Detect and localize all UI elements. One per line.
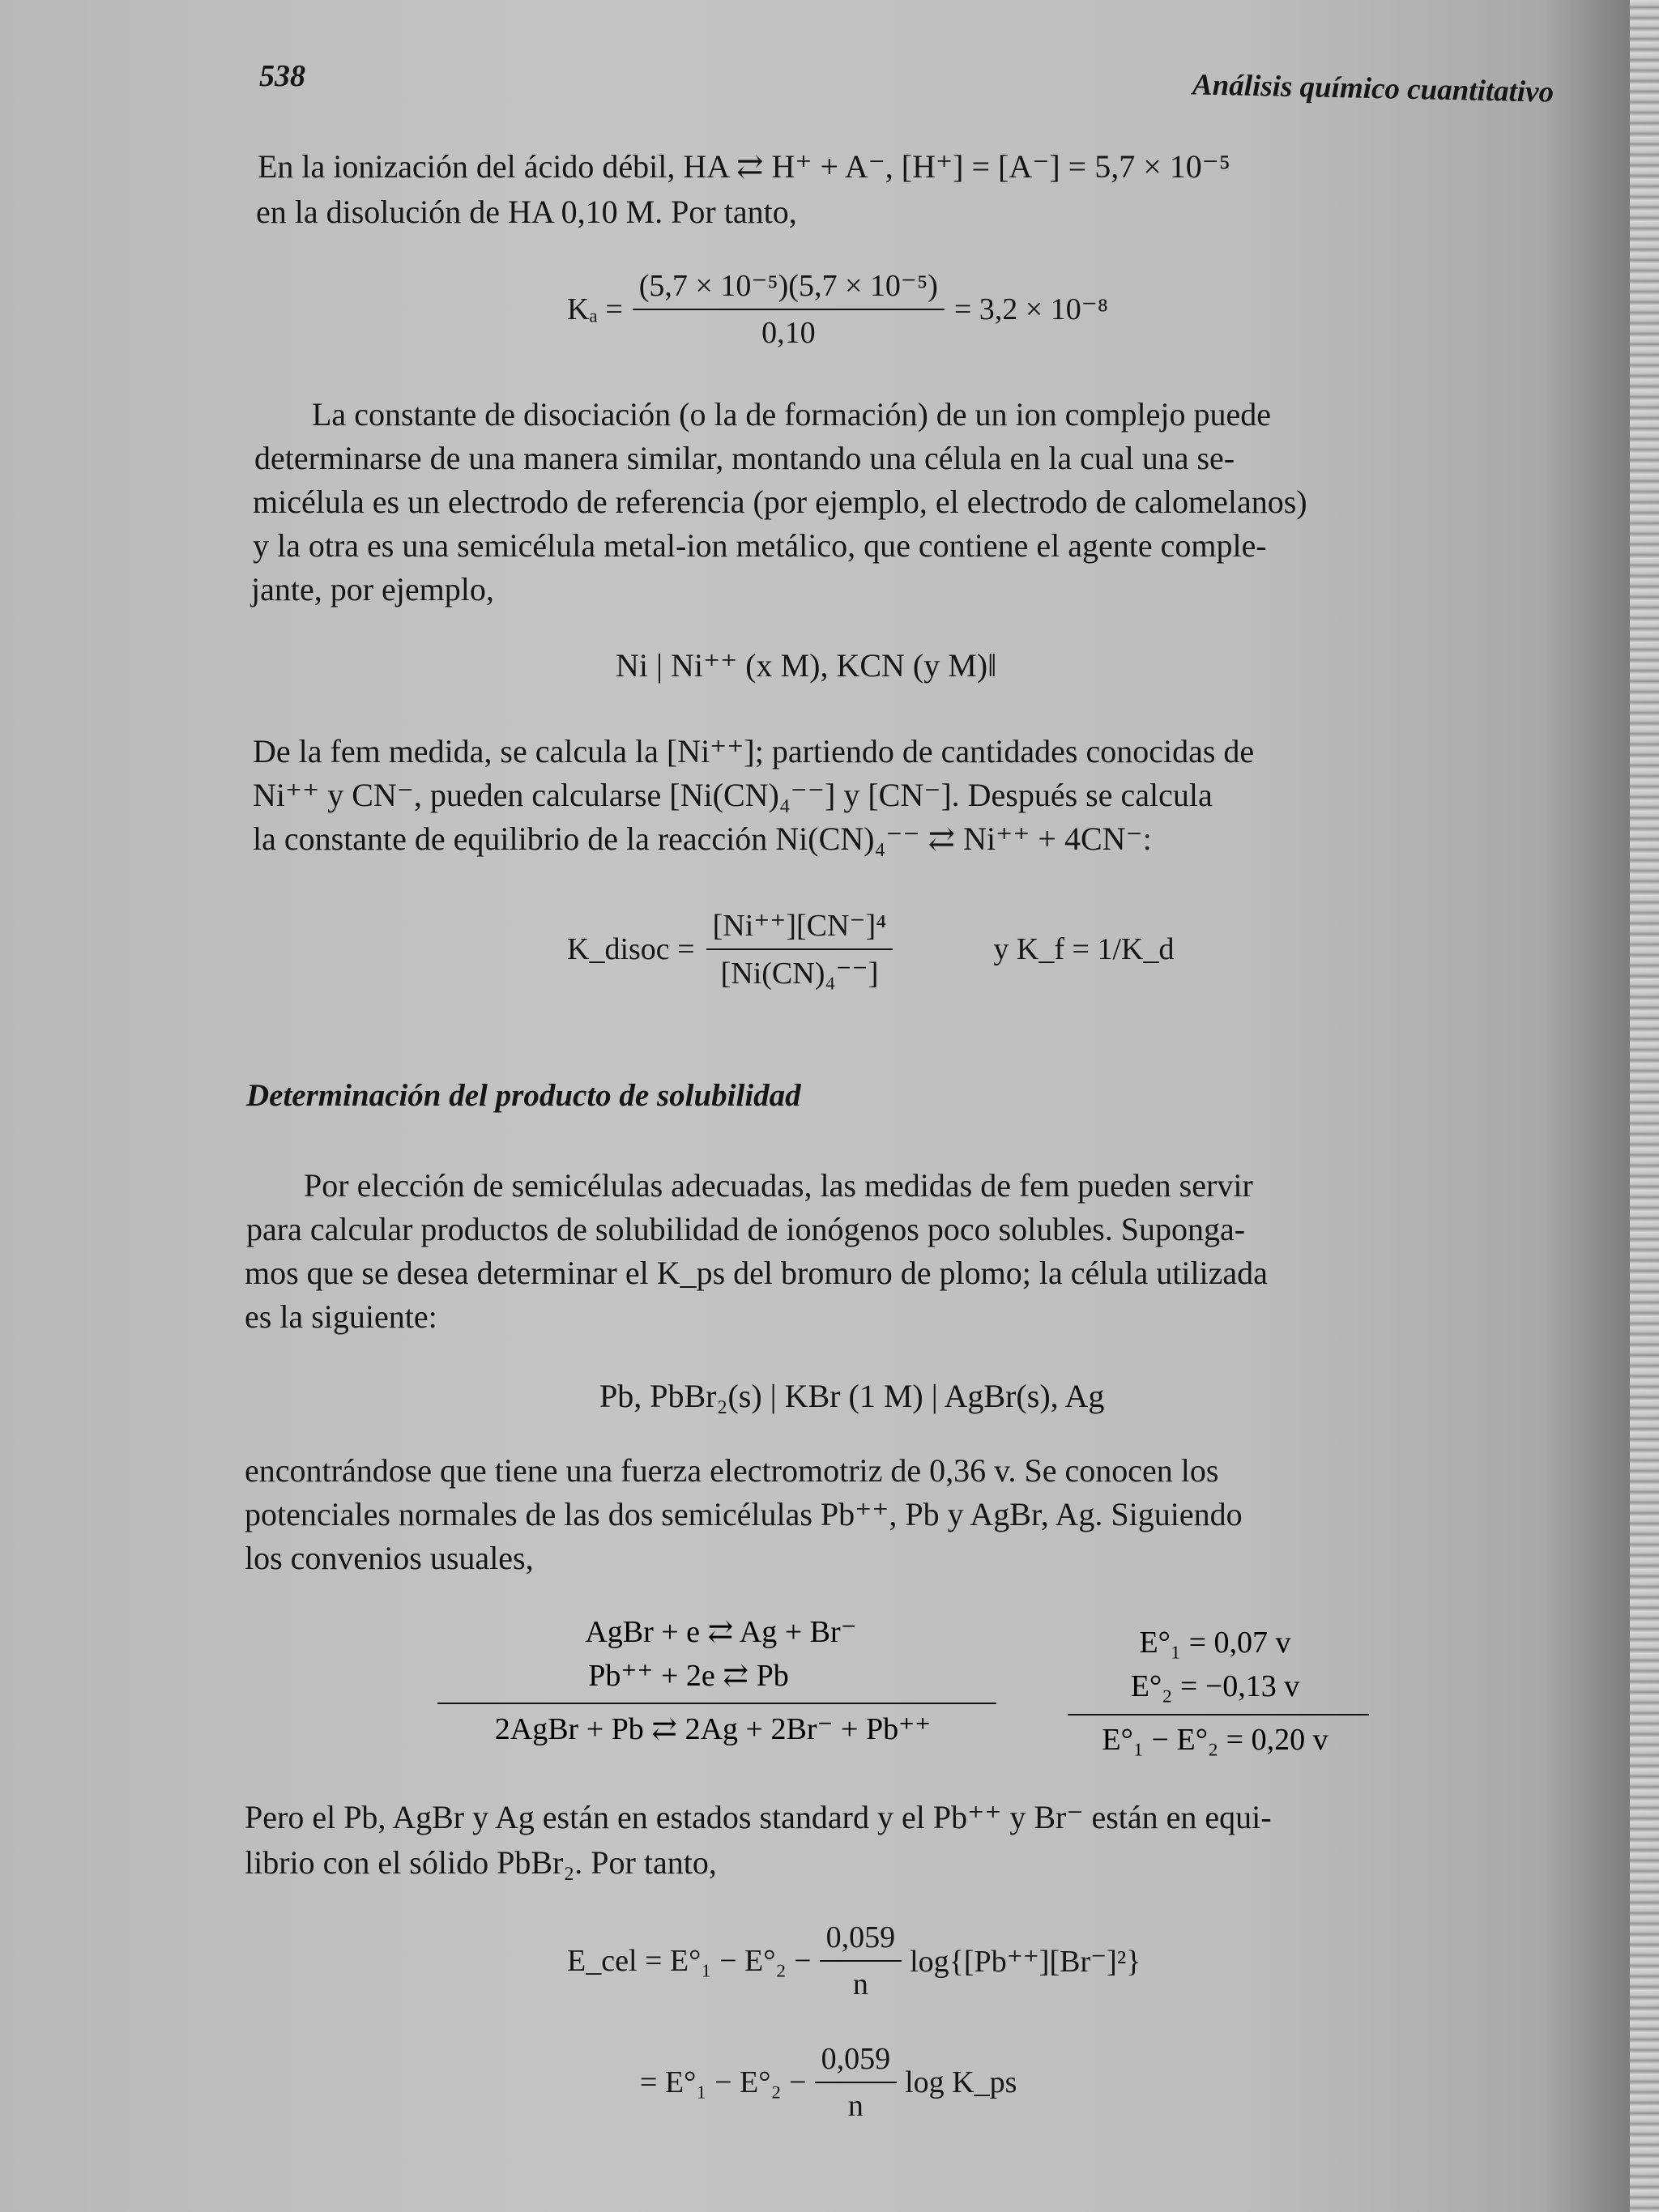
paragraph-5-line-3: los convenios usuales, <box>245 1540 534 1576</box>
equation-ecel <box>567 1920 1141 2002</box>
equation-kps-lhs: = E°₁ − E°₂ − <box>640 2065 807 2099</box>
paragraph-4-line-1: Por elección de semicélulas adecuadas, las medidas de fem pueden servir <box>304 1167 1253 1204</box>
equation-kf: y K_f = 1/K_d <box>993 932 1175 966</box>
paragraph-5-line-2: potenciales normales de las dos semicélulas Pb⁺⁺, Pb y AgBr, Ag. Siguiendo <box>245 1496 1243 1532</box>
potential-2: E°₂ = −0,13 v <box>1130 1669 1300 1703</box>
equation-kdisoc-lhs: K_disoc = <box>567 932 695 966</box>
reaction-sum-rule <box>437 1703 996 1704</box>
paragraph-2-line-1: La constante de disociación (o la de formación) de un ion complejo puede <box>312 396 1272 433</box>
paragraph-4-line-4: es la siguiente: <box>245 1298 437 1335</box>
running-header: Análisis químico cuantitativo <box>1192 68 1555 109</box>
equation-kps-fraction <box>815 2041 898 2124</box>
equation-ka-numerator: (5,7 × 10⁻⁵)(5,7 × 10⁻⁵) <box>633 267 945 310</box>
paragraph-2-line-4: y la otra es una semicélula metal-ion metálico, que contiene el agente comple- <box>253 527 1267 564</box>
equation-ecel-denominator: n <box>852 1967 868 2001</box>
paragraph-4-line-3: mos que se desea determinar el K_ps del bromuro de plomo; la célula utilizada <box>245 1255 1268 1291</box>
equation-kps <box>640 2041 1017 2124</box>
section-heading: Determinación del producto de solubilidad <box>246 1078 801 1113</box>
equation-ka-lhs: Kₐ = <box>567 292 623 326</box>
equation-kdisoc-denominator: [Ni(CN)₄⁻⁻] <box>720 957 879 991</box>
paragraph-6-line-2: librio con el sólido PbBr₂. Por tanto, <box>245 1844 717 1881</box>
equation-kdisoc <box>567 907 1174 991</box>
equation-ka-denominator: 0,10 <box>761 316 816 350</box>
paragraph-3-line-2: Ni⁺⁺ y CN⁻, pueden calcularse [Ni(CN)₄⁻⁻] y [CN⁻]. Después se calcula <box>253 777 1213 813</box>
paragraph-1-line-2: en la disolución de HA 0,10 M. Por tanto, <box>256 194 797 230</box>
equation-kps-denominator: n <box>847 2089 864 2123</box>
potential-sum-rule <box>1068 1714 1369 1715</box>
paragraph-1-line-1: En la ionización del ácido débil, HA ⇄ H⁺ + A⁻, [H⁺] = [A⁻] = 5,7 × 10⁻⁵ <box>258 148 1230 185</box>
equation-ka <box>567 267 1108 351</box>
equation-ka-fraction <box>633 267 945 351</box>
paragraph-5-line-1: encontrándose que tiene una fuerza electromotriz de 0,36 v. Se conocen los <box>245 1452 1219 1489</box>
equation-kdisoc-fraction <box>706 907 893 991</box>
cell-notation-pb: Pb, PbBr₂(s) | KBr (1 M) | AgBr(s), Ag <box>599 1378 1105 1414</box>
reaction-2: Pb⁺⁺ + 2e ⇄ Pb <box>588 1659 789 1693</box>
equation-ecel-lhs: E_cel = E°₁ − E°₂ − <box>567 1944 812 1978</box>
page-number: 538 <box>259 59 305 93</box>
paragraph-3-line-1: De la fem medida, se calcula la [Ni⁺⁺]; partiendo de cantidades conocidas de <box>253 733 1255 769</box>
equation-ka-rhs: = 3,2 × 10⁻⁸ <box>953 292 1109 326</box>
reaction-sum: 2AgBr + Pb ⇄ 2Ag + 2Br⁻ + Pb⁺⁺ <box>494 1712 932 1746</box>
paragraph-2-line-5: jante, por ejemplo, <box>251 571 494 607</box>
paragraph-6-line-1: Pero el Pb, AgBr y Ag están en estados standard y el Pb⁺⁺ y Br⁻ están en equi- <box>245 1799 1272 1835</box>
paragraph-3-line-3: la constante de equilibrio de la reacción Ni(CN)₄⁻⁻ ⇄ Ni⁺⁺ + 4CN⁻: <box>253 820 1152 857</box>
paragraph-4-line-2: para calcular productos de solubilidad de ionógenos poco solubles. Suponga- <box>246 1211 1246 1247</box>
equation-kps-numerator: 0,059 <box>815 2041 898 2083</box>
equation-ecel-rhs: log{[Pb⁺⁺][Br⁻]²} <box>910 1944 1141 1979</box>
reaction-1: AgBr + e ⇄ Ag + Br⁻ <box>585 1615 857 1649</box>
equation-ecel-fraction <box>820 1920 902 2002</box>
paragraph-2-line-2: determinarse de una manera similar, montando una célula en la cual una se- <box>254 440 1235 476</box>
equation-kdisoc-numerator: [Ni⁺⁺][CN⁻]⁴ <box>706 907 893 950</box>
potential-1: E°₁ = 0,07 v <box>1139 1626 1291 1660</box>
potential-difference: E°₁ − E°₂ = 0,20 v <box>1102 1723 1328 1757</box>
page-edge-stack <box>1630 0 1659 2212</box>
cell-notation-ni: Ni | Ni⁺⁺ (x M), KCN (y M)‖ <box>616 647 997 684</box>
equation-kps-rhs: log K_ps <box>905 2065 1017 2099</box>
paragraph-2-line-3: micélula es un electrodo de referencia (por ejemplo, el electrodo de calomelanos) <box>253 484 1307 520</box>
equation-ecel-numerator: 0,059 <box>820 1920 902 1962</box>
